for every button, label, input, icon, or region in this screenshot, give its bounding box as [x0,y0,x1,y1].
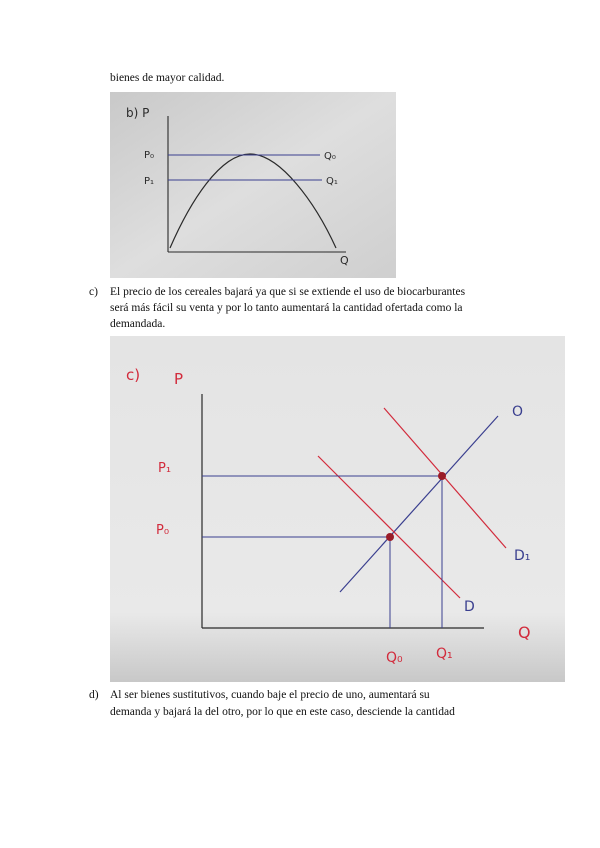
item-c-line-2: será más fácil su venta y por lo tanto aumentará la cantidad ofertada como la [110,302,463,314]
figure-c-equilibrium-1 [438,472,446,480]
item-d-marker: d) [89,689,99,701]
figure-c-photo [110,336,565,682]
figure-c-p1-label: P₁ [158,461,172,476]
figure-c-supply-label: O [512,404,524,420]
figure-c-q0-label: Q₀ [386,650,403,666]
figure-b-label: b) P [126,106,150,120]
item-c-line-3: demandada. [110,318,166,330]
item-c-line-1: El precio de los cereales bajará ya que si se extiende el uso de biocarburantes [110,286,466,298]
figure-c-p0-label: P₀ [156,523,170,538]
figure-b-q-low: Q₁ [326,176,338,187]
figure-c-demand0-label: D [464,599,475,615]
figure-c-label: c) [126,366,141,384]
item-c-marker: c) [89,286,98,298]
figure-b-q-high: Q₀ [324,151,336,162]
figure-b-p-high: P₀ [144,150,155,161]
item-d-line-2: demanda y bajará la del otro, por lo que en este caso, desciende la cantidad [110,706,455,718]
item-d-line-1: Al ser bienes sustitutivos, cuando baje el precio de uno, aumentará su [110,689,430,701]
figure-c-q1-label: Q₁ [436,646,453,662]
paragraph-top: bienes de mayor calidad. [110,72,225,84]
figure-c-axis-q: Q [518,623,531,642]
figure-b-axis-q: Q [340,254,349,267]
figure-c-demand1-label: D₁ [514,548,531,564]
figure-b-photo [110,92,396,278]
figure-c-axis-p: P [174,370,184,388]
figure-c-equilibrium-0 [386,533,394,541]
figure-b-p-low: P₁ [144,176,155,187]
